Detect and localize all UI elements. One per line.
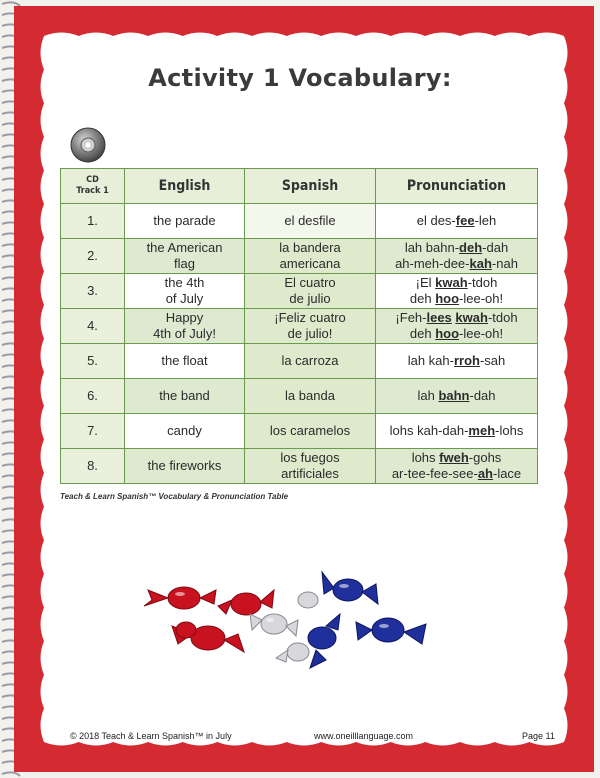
syllable-text: lah bahn- (404, 240, 460, 255)
spanish-line: los caramelos (269, 423, 351, 438)
english-line: the float (161, 353, 208, 368)
track-column-header (61, 169, 125, 204)
binding-coil (2, 772, 20, 776)
english-line: the American (146, 240, 223, 255)
spanish-line: la carroza (281, 353, 339, 368)
spanish-line: de julio! (287, 326, 333, 341)
pronunciation-line (376, 310, 537, 326)
spanish-column-header: Spanish (245, 169, 376, 204)
spanish-cell (245, 274, 376, 309)
pronunciation-line (376, 240, 537, 256)
syllable-text: -lohs (495, 423, 524, 438)
syllable-text: ar-tee-fee-see- (391, 466, 478, 481)
stressed-syllable: ah (477, 466, 493, 481)
english-cell (125, 449, 245, 484)
stressed-syllable: fee (455, 213, 475, 228)
syllable-text: lohs kah-dah- (389, 423, 469, 438)
table-header-row (61, 169, 538, 204)
spanish-line: la banda (285, 388, 335, 403)
pronunciation-cell (376, 239, 538, 274)
stressed-syllable: hoo (435, 291, 460, 306)
table-row (61, 414, 538, 449)
pronunciation-line (376, 291, 537, 307)
english-cell (125, 274, 245, 309)
syllable-text: lah kah- (407, 353, 454, 368)
track-number-cell: 7. (61, 414, 125, 449)
syllable-text: -tdoh (487, 310, 518, 325)
footer-copyright: © 2018 Teach & Learn Spanish™ in July (70, 731, 232, 741)
syllable-text: -leh (474, 213, 497, 228)
spanish-line: la bandera (279, 240, 341, 255)
footer-page-number: Page 11 (522, 731, 555, 741)
stressed-syllable: kah (469, 256, 492, 271)
pronunciation-line (376, 466, 537, 482)
spanish-cell (245, 414, 376, 449)
stressed-syllable: hoo (435, 326, 460, 341)
pronunciation-line (376, 423, 537, 439)
pronunciation-line (376, 450, 537, 466)
pronunciation-cell (376, 204, 538, 239)
pronunciation-line (376, 353, 537, 369)
table-caption: Teach & Learn Spanish™ Vocabulary & Pronunciation Table (60, 492, 289, 501)
syllable-text: lah (417, 388, 439, 403)
syllable-text: -tdoh (467, 275, 498, 290)
pronunciation-line (376, 275, 537, 291)
spanish-line: el desfile (284, 213, 336, 228)
spanish-cell (245, 309, 376, 344)
syllable-text: -sah (479, 353, 506, 368)
track-number-cell: 8. (61, 449, 125, 484)
english-cell (125, 379, 245, 414)
spanish-cell (245, 344, 376, 379)
syllable-text: -lee-oh! (459, 291, 504, 306)
syllable-text: ¡Feh- (395, 310, 427, 325)
english-line: candy (167, 423, 202, 438)
english-cell (125, 239, 245, 274)
stressed-syllable: kwah (455, 310, 488, 325)
track-header-line-2: Track 1 (76, 186, 109, 196)
english-cell (125, 204, 245, 239)
english-cell (125, 414, 245, 449)
pronunciation-cell (376, 449, 538, 484)
stressed-syllable: fweh (439, 450, 469, 465)
syllable-text: -nah (491, 256, 518, 271)
english-cell (125, 309, 245, 344)
pronunciation-line (376, 326, 537, 342)
syllable-text: deh (409, 291, 436, 306)
track-number-cell: 5. (61, 344, 125, 379)
syllable-text: deh (409, 326, 436, 341)
table-row (61, 449, 538, 484)
stressed-syllable: kwah (435, 275, 468, 290)
track-number-cell: 6. (61, 379, 125, 414)
stressed-syllable: rroh (453, 353, 480, 368)
english-line: flag (174, 256, 195, 271)
syllable-text: -dah (469, 388, 496, 403)
spanish-line: artificiales (281, 466, 339, 481)
track-number-cell: 4. (61, 309, 125, 344)
pronunciation-cell (376, 414, 538, 449)
spanish-cell (245, 449, 376, 484)
table-row (61, 309, 538, 344)
table-row (61, 239, 538, 274)
spanish-cell (245, 379, 376, 414)
cd-icon (70, 127, 106, 163)
stressed-syllable: deh (459, 240, 483, 255)
spanish-line: de julio (289, 291, 331, 306)
english-column-header: English (125, 169, 245, 204)
page-title: Activity 1 Vocabulary: (148, 64, 452, 92)
pronunciation-cell (376, 344, 538, 379)
english-line: the band (159, 388, 210, 403)
syllable-text: ¡El (415, 275, 436, 290)
english-cell (125, 344, 245, 379)
pronunciation-column-header: Pronunciation (376, 169, 538, 204)
syllable-text: lohs (411, 450, 440, 465)
stressed-syllable: meh (468, 423, 496, 438)
english-line: 4th of July! (153, 326, 216, 341)
spanish-line: americana (279, 256, 341, 271)
stressed-syllable: bahn (438, 388, 470, 403)
track-number-cell: 1. (61, 204, 125, 239)
table-row (61, 344, 538, 379)
table-row (61, 274, 538, 309)
pronunciation-cell (376, 274, 538, 309)
spanish-line: ¡Feliz cuatro (274, 310, 346, 325)
english-line: the parade (153, 213, 216, 228)
syllable-text: el des- (416, 213, 456, 228)
english-line: Happy (165, 310, 204, 325)
syllable-text: -gohs (468, 450, 502, 465)
track-number-cell: 2. (61, 239, 125, 274)
pronunciation-cell (376, 309, 538, 344)
footer-website: www.oneilllanguage.com (314, 731, 414, 741)
track-header-line-1: CD (86, 175, 99, 185)
pronunciation-cell (376, 379, 538, 414)
vocabulary-table (60, 168, 538, 484)
wrapped-candies-photo (126, 560, 446, 675)
table-row (61, 379, 538, 414)
stressed-syllable: lees (426, 310, 452, 325)
spanish-line: El cuatro (284, 275, 336, 290)
english-line: of July (165, 291, 204, 306)
pronunciation-line (376, 388, 537, 404)
english-line: the 4th (164, 275, 205, 290)
syllable-text: ah-meh-dee- (395, 256, 470, 271)
syllable-text: -lace (492, 466, 522, 481)
pronunciation-line (376, 213, 537, 229)
english-line: the fireworks (147, 458, 222, 473)
track-number-cell: 3. (61, 274, 125, 309)
spanish-cell (245, 204, 376, 239)
table-row (61, 204, 538, 239)
syllable-text: -lee-oh! (459, 326, 504, 341)
pronunciation-line (376, 256, 537, 272)
spanish-cell (245, 239, 376, 274)
spanish-line: los fuegos (280, 450, 340, 465)
syllable-text: -dah (482, 240, 509, 255)
